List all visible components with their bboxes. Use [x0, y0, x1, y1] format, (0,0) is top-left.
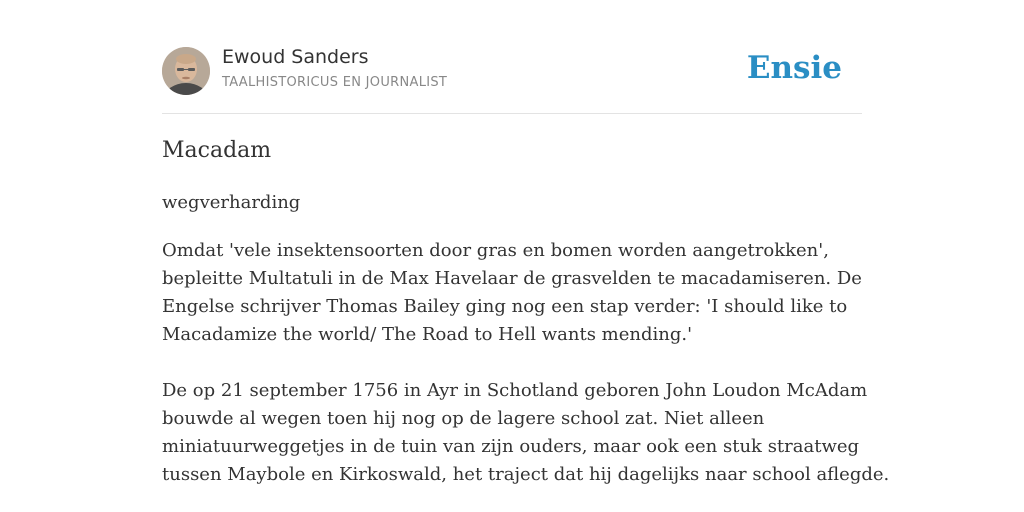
text-line: Engelse schrijver Thomas Bailey ging nog een stap verder: 'I should like to: [162, 296, 848, 317]
text-line: tussen Maybole en Kirkoswald, het traject dat hij dagelijks naar school aflegde.: [162, 464, 890, 485]
author-avatar[interactable]: [162, 47, 210, 95]
author-role: TAALHISTORICUS EN JOURNALIST: [222, 75, 448, 90]
text-line: De op 21 september 1756 in Ayr in Schotland geboren John Loudon McAdam: [162, 380, 868, 401]
header-divider: [162, 113, 862, 114]
article-subtitle: wegverharding: [162, 192, 301, 213]
text-line: bouwde al wegen toen hij nog op de lagere school zat. Niet alleen: [162, 408, 765, 429]
article-body: [162, 237, 890, 489]
text-line: bepleitte Multatuli in de Max Havelaar de grasvelden te macadamiseren. De: [162, 268, 862, 289]
ensie-logo[interactable]: Ensie: [746, 50, 842, 86]
paragraph: [162, 237, 862, 349]
paragraph: [162, 377, 890, 489]
text-line: miniatuurweggetjes in de tuin van zijn ouders, maar ook een stuk straatweg: [162, 436, 860, 457]
author-header: [162, 46, 862, 96]
text-line: Macadamize the world/ The Road to Hell wants mending.': [162, 324, 693, 345]
text-line: Omdat 'vele insektensoorten door gras en bomen worden aangetrokken',: [162, 240, 829, 261]
author-name[interactable]: Ewoud Sanders: [222, 46, 369, 68]
article-title: Macadam: [162, 138, 272, 163]
avatar-photo: [162, 47, 210, 95]
